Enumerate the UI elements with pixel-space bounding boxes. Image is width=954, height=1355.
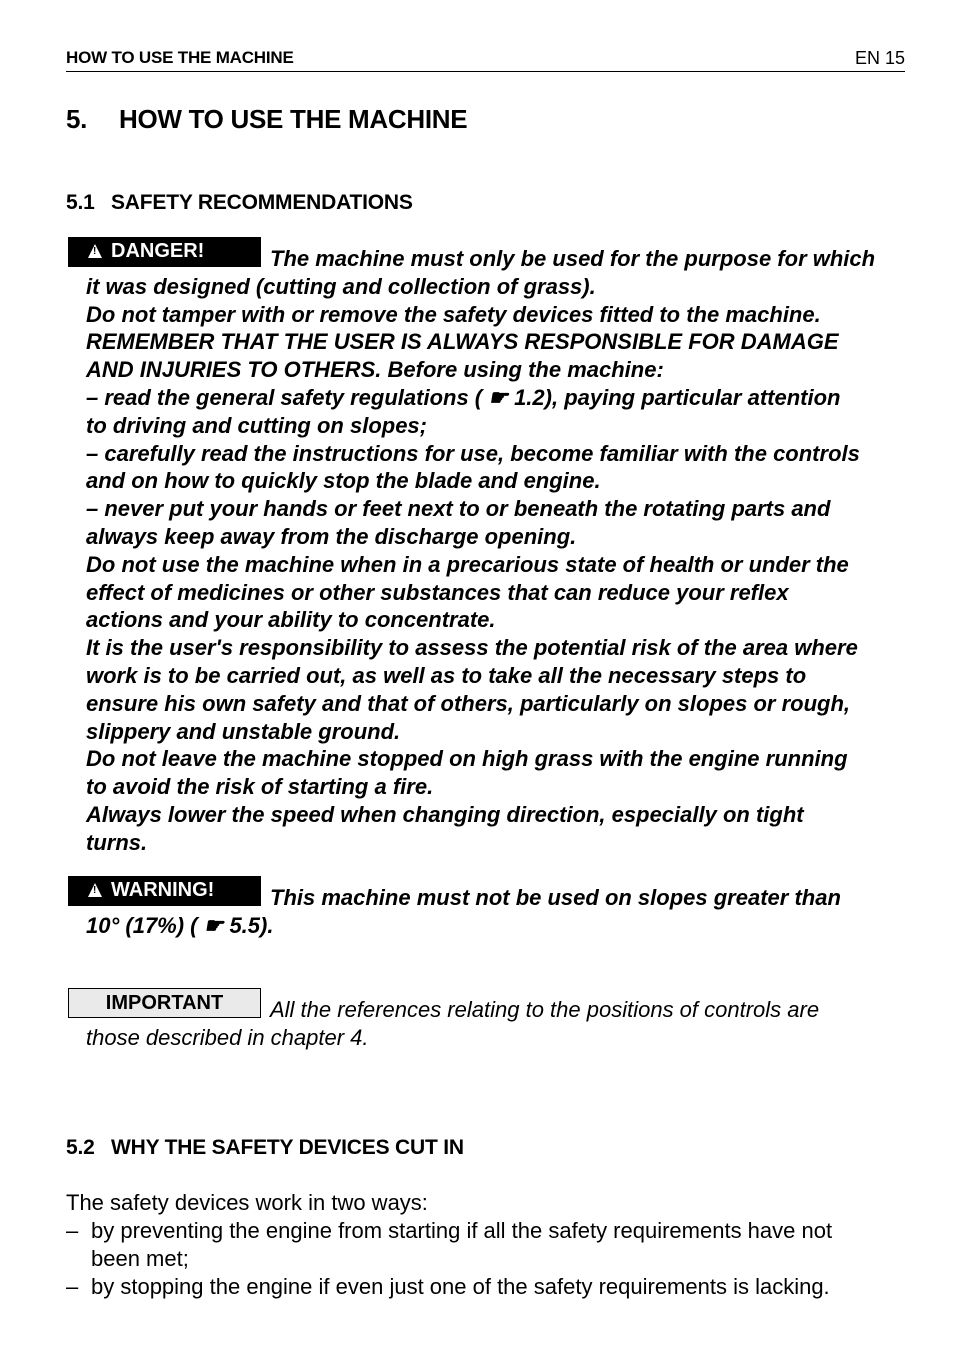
section-title: WHY THE SAFETY DEVICES CUT IN xyxy=(111,1136,464,1159)
list-item xyxy=(66,1273,906,1301)
danger-text-line: It is the user's responsibility to assess the potential risk of the area where xyxy=(86,635,858,661)
important-label xyxy=(68,988,261,1018)
danger-text-line: and on how to quickly stop the blade and engine. xyxy=(86,468,601,494)
page-number: EN 15 xyxy=(854,48,905,68)
running-title: HOW TO USE THE MACHINE xyxy=(66,48,294,67)
section-number: 5.2 xyxy=(66,1136,95,1159)
danger-text-line: turns. xyxy=(86,829,148,855)
list-item-line: by preventing the engine from starting if all the safety requirements have not xyxy=(91,1218,833,1243)
danger-text-line: – carefully read the instructions for use, become familiar with the controls xyxy=(86,440,860,466)
warning-first-line: This machine must not be used on slopes greater than xyxy=(270,885,841,910)
chapter-number: 5. xyxy=(66,104,88,134)
danger-text-line: always keep away from the discharge opening. xyxy=(86,523,577,549)
danger-text-line: Do not leave the machine stopped on high grass with the engine running xyxy=(86,746,848,772)
danger-text-line: to driving and cutting on slopes; xyxy=(86,412,427,438)
warning-label-text: WARNING! xyxy=(111,879,215,901)
danger-text-line: REMEMBER THAT THE USER IS ALWAYS RESPONSIBLE FOR DAMAGE xyxy=(86,329,839,355)
danger-text xyxy=(66,237,910,857)
section-heading-5-2 xyxy=(66,1136,464,1160)
danger-text-line: work is to be carried out, as well as to take all the necessary steps to xyxy=(86,662,807,688)
important-lines xyxy=(86,1024,910,1052)
warning-label xyxy=(68,876,261,906)
danger-text-line: – read the general safety regulations ( ☛ 1.2), paying particular attention xyxy=(86,384,841,410)
important-label-text: IMPORTANT xyxy=(105,992,224,1014)
list-dash: – xyxy=(66,1274,79,1299)
important-text-line: those described in chapter 4. xyxy=(86,1024,369,1050)
section-heading-5-1 xyxy=(66,191,413,215)
chapter-heading xyxy=(66,104,467,135)
warning-text-line: 10° (17%) ( ☛ 5.5). xyxy=(86,912,274,938)
list-item xyxy=(66,1217,906,1273)
danger-first-line: The machine must only be used for the purpose for which xyxy=(270,246,876,271)
danger-text-line: Always lower the speed when changing direction, especially on tight xyxy=(86,801,804,827)
section-number: 5.1 xyxy=(66,191,95,214)
chapter-title: HOW TO USE THE MACHINE xyxy=(119,104,468,134)
danger-text-line: actions and your ability to concentrate. xyxy=(86,607,496,633)
list-dash: – xyxy=(66,1218,79,1243)
danger-label xyxy=(68,237,261,267)
danger-text-line: AND INJURIES TO OTHERS. Before using the machine: xyxy=(86,357,664,383)
danger-text-line: effect of medicines or other substances that can reduce your reflex xyxy=(86,579,789,605)
danger-lines xyxy=(86,273,910,857)
list-item-line: by stopping the engine if even just one of the safety requirements is lacking. xyxy=(91,1274,830,1299)
section-title: SAFETY RECOMMENDATIONS xyxy=(111,191,413,214)
body-intro: The safety devices work in two ways: xyxy=(66,1190,428,1215)
warning-triangle-icon xyxy=(88,244,102,258)
danger-text-line: Do not tamper with or remove the safety devices fitted to the machine. xyxy=(86,301,821,327)
danger-label-text: DANGER! xyxy=(111,240,205,262)
danger-text-line: – never put your hands or feet next to or beneath the rotating parts and xyxy=(86,496,831,522)
danger-text-line: Do not use the machine when in a precarious state of health or under the xyxy=(86,551,849,577)
danger-text-line: to avoid the risk of starting a fire. xyxy=(86,774,434,800)
list-item-line: been met; xyxy=(91,1246,189,1271)
danger-text-line: ensure his own safety and that of others, particularly on slopes or rough, xyxy=(86,690,851,716)
warning-triangle-icon xyxy=(88,883,102,897)
warning-notice xyxy=(66,876,910,940)
running-header xyxy=(66,46,905,72)
body-paragraph xyxy=(66,1189,906,1301)
important-notice xyxy=(66,988,910,1052)
important-first-line: All the references relating to the positions of controls are xyxy=(270,997,820,1022)
danger-notice xyxy=(66,237,910,857)
danger-text-line: it was designed (cutting and collection of grass). xyxy=(86,273,596,299)
danger-text-line: slippery and unstable ground. xyxy=(86,718,401,744)
warning-lines xyxy=(86,912,910,940)
